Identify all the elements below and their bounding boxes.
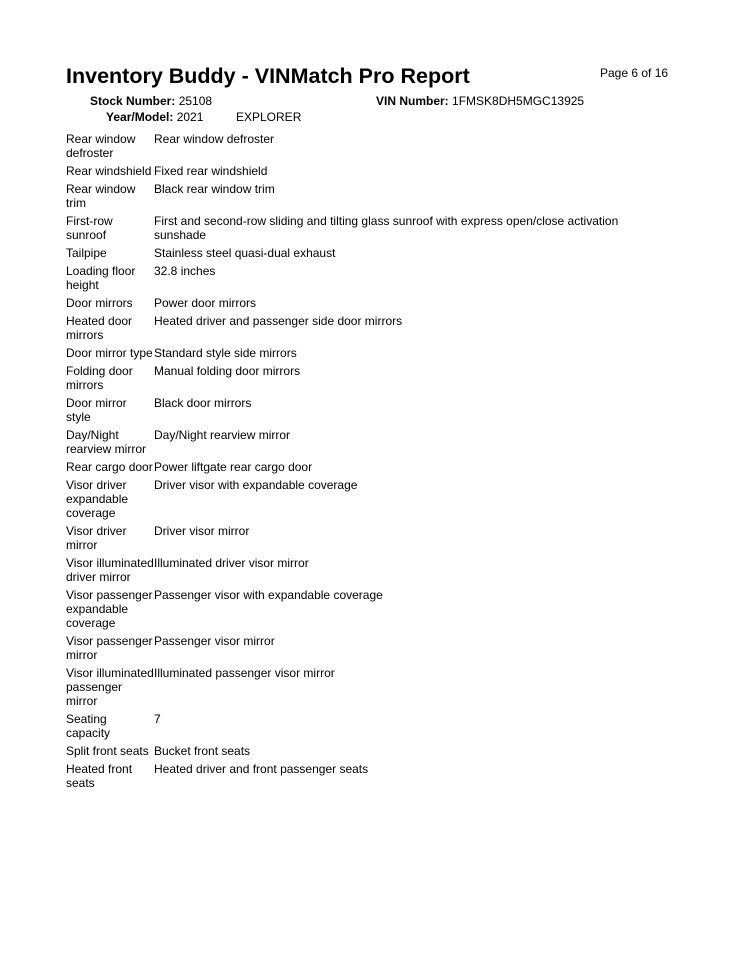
spec-label: Split front seats	[66, 744, 149, 758]
spec-value: Bucket front seats	[154, 744, 251, 758]
spec-row	[66, 588, 666, 630]
spec-label: Rear window trim	[66, 182, 136, 210]
spec-label: Day/Night rearview mirror	[66, 428, 147, 456]
spec-label: Door mirror style	[66, 396, 127, 424]
spec-label: Seating capacity	[66, 712, 111, 740]
spec-row	[66, 460, 666, 474]
year-model-label: Year/Model:	[106, 110, 174, 124]
spec-value: 32.8 inches	[154, 264, 216, 278]
stock-number	[90, 94, 212, 108]
spec-value: Day/Night rearview mirror	[154, 428, 291, 442]
spec-row	[66, 314, 666, 342]
spec-row	[66, 634, 666, 662]
spec-value: 7	[154, 712, 161, 726]
spec-value: Passenger visor mirror	[154, 634, 275, 648]
spec-row	[66, 556, 666, 584]
vin-number-value: 1FMSK8DH5MGC13925	[452, 94, 585, 108]
spec-label: Visor illuminated passenger mirror	[66, 666, 154, 708]
spec-label: Door mirrors	[66, 296, 133, 310]
spec-value: Passenger visor with expandable coverage	[154, 588, 383, 602]
spec-row	[66, 214, 666, 242]
spec-label: Rear windshield	[66, 164, 152, 178]
spec-label: Visor illuminated driver mirror	[66, 556, 154, 584]
stock-number-value: 25108	[178, 94, 213, 108]
spec-row	[66, 364, 666, 392]
vin-number-label: VIN Number:	[376, 94, 449, 108]
model-value: EXPLORER	[236, 110, 302, 124]
spec-value: Illuminated driver visor mirror	[154, 556, 309, 570]
spec-row	[66, 132, 666, 160]
spec-value: Power door mirrors	[154, 296, 257, 310]
spec-row	[66, 762, 666, 790]
spec-row	[66, 264, 666, 292]
spec-row	[66, 246, 666, 260]
spec-value: Illuminated passenger visor mirror	[154, 666, 335, 680]
spec-row	[66, 346, 666, 360]
spec-label: Heated door mirrors	[66, 314, 133, 342]
spec-row	[66, 428, 666, 456]
spec-value: First and second-row sliding and tilting glass sunroof with express open/close activation sunshade	[154, 214, 619, 242]
spec-value: Power liftgate rear cargo door	[154, 460, 313, 474]
spec-row	[66, 478, 666, 520]
year-value: 2021	[176, 110, 204, 124]
spec-row	[66, 296, 666, 310]
spec-label: Tailpipe	[66, 246, 107, 260]
spec-row	[66, 524, 666, 552]
page-number: Page 6 of 16	[600, 66, 669, 80]
year-model	[106, 110, 203, 124]
spec-label: Rear window defroster	[66, 132, 136, 160]
spec-value: Fixed rear windshield	[154, 164, 268, 178]
spec-row	[66, 712, 666, 740]
spec-label: Rear cargo door	[66, 460, 153, 474]
spec-row	[66, 744, 666, 758]
vin-number	[376, 94, 584, 108]
spec-value: Heated driver and front passenger seats	[154, 762, 369, 776]
spec-value: Black door mirrors	[154, 396, 252, 410]
spec-label: Visor passenger mirror	[66, 634, 153, 662]
spec-label: Heated front seats	[66, 762, 133, 790]
spec-value: Stainless steel quasi-dual exhaust	[154, 246, 336, 260]
spec-label: Folding door mirrors	[66, 364, 133, 392]
spec-label: Visor passenger expandable coverage	[66, 588, 153, 630]
spec-row	[66, 666, 666, 708]
spec-value: Manual folding door mirrors	[154, 364, 301, 378]
spec-row	[66, 182, 666, 210]
spec-row	[66, 164, 666, 178]
report-title: Inventory Buddy - VINMatch Pro Report	[66, 64, 470, 88]
spec-label: Visor driver mirror	[66, 524, 127, 552]
spec-row	[66, 396, 666, 424]
spec-table	[66, 132, 666, 794]
spec-label: Loading floor height	[66, 264, 136, 292]
spec-value: Heated driver and passenger side door mirrors	[154, 314, 403, 328]
spec-label: First-row sunroof	[66, 214, 113, 242]
spec-value: Driver visor mirror	[154, 524, 250, 538]
spec-label: Visor driver expandable coverage	[66, 478, 129, 520]
spec-value: Rear window defroster	[154, 132, 275, 146]
spec-value: Driver visor with expandable coverage	[154, 478, 358, 492]
spec-label: Door mirror type	[66, 346, 153, 360]
spec-value: Black rear window trim	[154, 182, 275, 196]
spec-value: Standard style side mirrors	[154, 346, 297, 360]
stock-number-label: Stock Number:	[90, 94, 176, 108]
